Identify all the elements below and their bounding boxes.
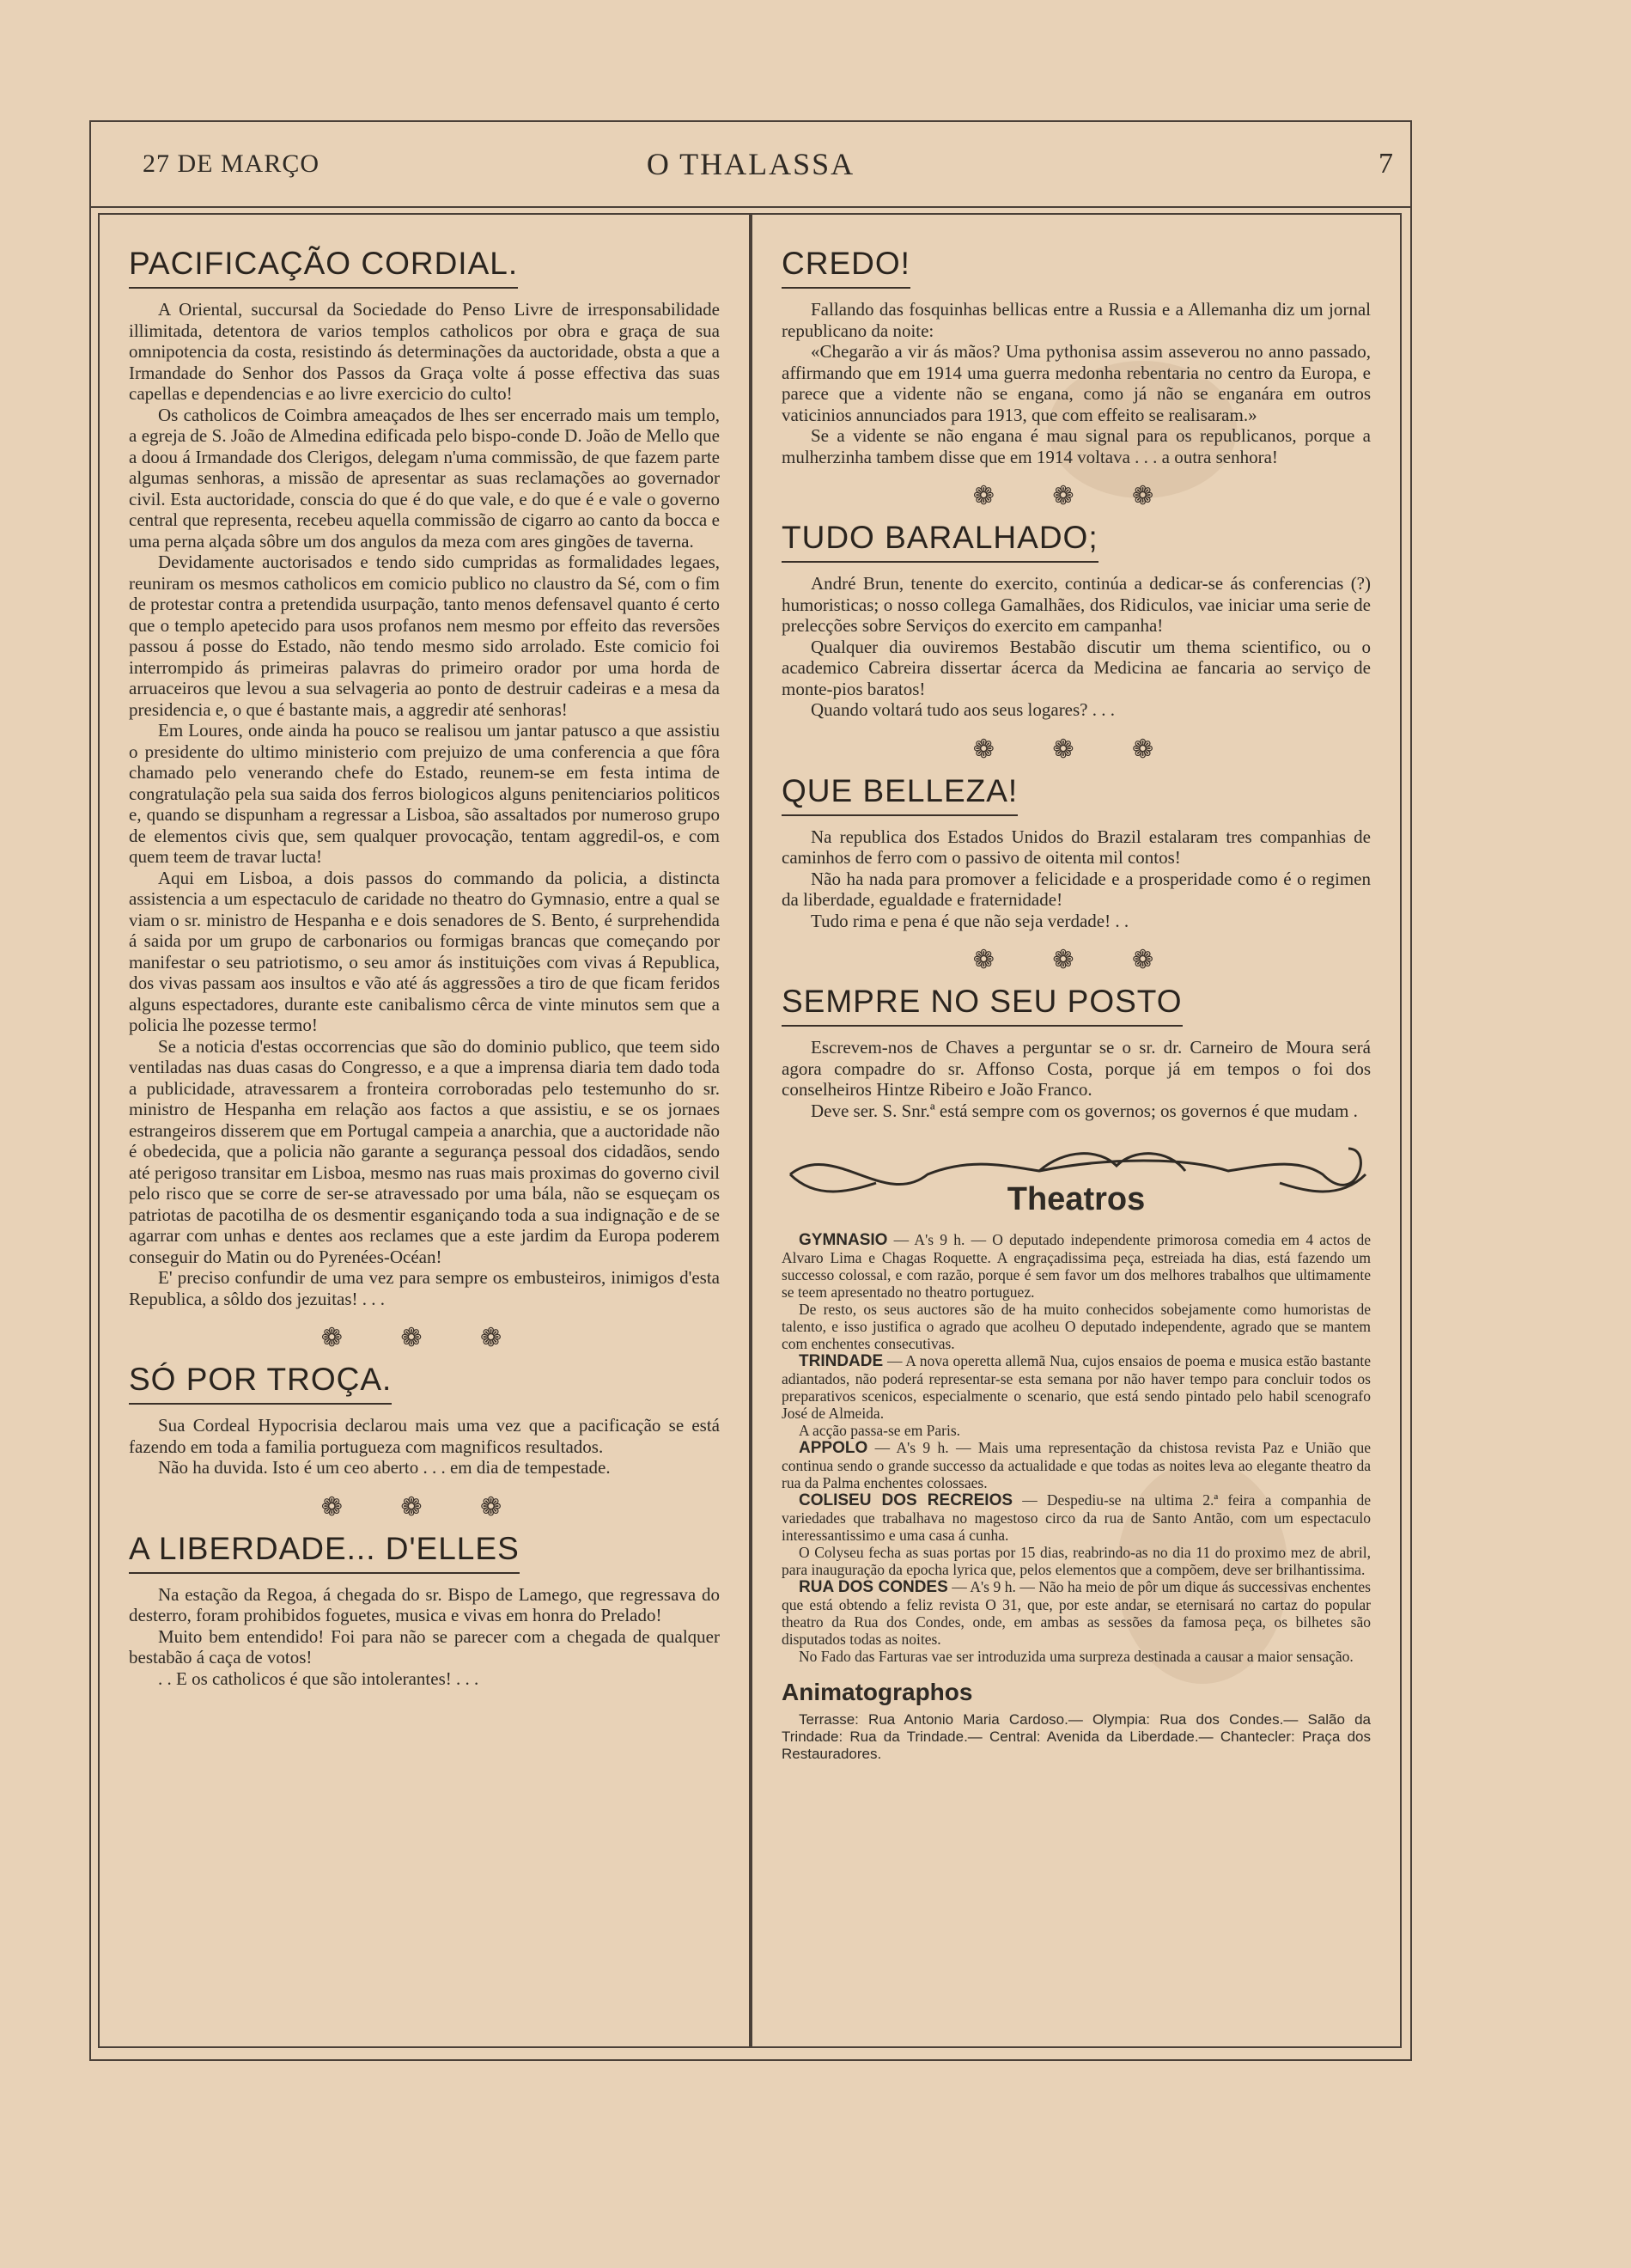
article — [129, 1362, 720, 1478]
theatre-text: No Fado das Farturas vae ser introduzida uma surpreza destinada a causar a maior sensação. — [799, 1648, 1354, 1665]
article-title: QUE BELLEZA! — [782, 773, 1018, 816]
header-page-number: 7 — [1378, 148, 1393, 180]
article — [129, 246, 720, 1309]
page-header — [91, 122, 1410, 208]
ornament-divider: ❁ ❁ ❁ — [972, 946, 1180, 974]
article-title: SÓ POR TROÇA. — [129, 1362, 392, 1405]
article-paragraph: Quando voltará tudo aos seus logares? . . . — [811, 699, 1115, 720]
theatre-text: O Colyseu fecha as suas portas por 15 dias, reabrindo-as no dia 11 do proximo mez de abril, para inauguração da epocha lyrica que, pelos elementos que a compõem, deve ser brilhantissima. — [782, 1544, 1371, 1578]
article-paragraph: Em Loures, onde ainda ha pouco se realisou um jantar patusco a que assistiu o presidente do ultimo ministerio com prejuizo de uma conferencia a que fôra chamado pelo venerando chefe do Estado, reunem-se em festa intima de congratulação pela sua saida dos ferros biologicos alguns penitenciarios politicos e, quando se dispunham a regressar a Lisboa, são assaltados por numeroso grupo de elementos civis que, sem qualquer provocação, tentam aggredil-os, e com quem teem de travar lucta! — [129, 720, 720, 867]
ornament-divider: ❁ ❁ ❁ — [320, 1324, 528, 1352]
header-date: 27 DE MARÇO — [143, 149, 320, 178]
theatre-entry — [782, 1491, 1371, 1544]
article-paragraph: Se a vidente se não engana é mau signal para os republicanos, porque a mulherzinha tambem disse que em 1914 voltava . . . a outra senhora! — [782, 425, 1371, 467]
article-paragraph: Escrevem-nos de Chaves a perguntar se o sr. dr. Carneiro de Moura será agora compadre do sr. Affonso Costa, porque já em tempos o foi dos conselheiros Hintze Ribeiro e João Franco. — [782, 1037, 1371, 1100]
theatre-entry — [782, 1439, 1371, 1491]
theatre-name: GYMNASIO — [799, 1231, 888, 1249]
theatre-text: — A nova operetta allemã Nua, cujos ensaios de poema e musica estão bastante adiantados, não poderá representar-se esta semana por não haver tempo para concluir todos os preparativos scenicos, especialmente o scenario, que está sendo pintado pelo habil scenografo José de Almeida. — [782, 1352, 1371, 1422]
left-column — [98, 213, 751, 2048]
theatre-text: A acção passa-se em Paris. — [799, 1422, 961, 1439]
ornament-divider: ❁ ❁ ❁ — [972, 482, 1180, 510]
theatre-text: De resto, os seus auctores são de ha muito conhecidos sobejamente como humoristas de talento, e isso justifica o agrado que acolheu O deputado independente, agrado que se mantem com enchentes consecutivas. — [782, 1301, 1371, 1352]
theatre-entry — [782, 1648, 1371, 1665]
article-title: PACIFICAÇÃO CORDIAL. — [129, 246, 518, 289]
theatre-text: — Despediu-se na ultima 2.ª feira a companhia de variedades que trabalhava no magestoso circo da rua de Santo Antão, com um espectaculo interessantissimo e uma casa á cunha. — [782, 1491, 1371, 1544]
article-paragraph: Devidamente auctorisados e tendo sido cumpridas as formalidades legaes, reuniram os mesmos catholicos em comicio publico no claustro da Sé, com o fim de protestar contra a pretendida usurpação, tanto menos defensavel quanto é certo que o templo apetecido para usos profanos nem mesmo por effeito das reversões passou á posse do Estado, não tendo mesmo sido arrolado. Este comicio foi interrompido ás primeiras palavras do primeiro orador por uma horda de arruaceiros que levou a sua selvageria ao ponto de destruir cadeiras e a mesa da presidencia e, o que é bastante mais, a aggredir até senhoras! — [129, 552, 720, 720]
theatre-entry — [782, 1422, 1371, 1439]
theatre-name: TRINDADE — [799, 1352, 884, 1370]
article — [782, 520, 1371, 721]
article-paragraph: Não ha duvida. Isto é um ceo aberto . . . em dia de tempestade. — [158, 1457, 611, 1478]
theatre-name: APPOLO — [799, 1439, 868, 1457]
animatographos-title: Animatographos — [782, 1679, 973, 1705]
article-paragraph: A Oriental, succursal da Sociedade do Penso Livre de irresponsabilidade illimitada, detentora de varios templos catholicos por obra e graça de sua omnipotencia da costa, resistindo ás determinações da auctoridade, obsta a que a Irmandade do Senhor dos Passos da Graça volte á posse effectiva das suas capellas e dependencias e ao livre exercicio do culto! — [129, 299, 720, 404]
article-paragraph: Na republica dos Estados Unidos do Brazil estalaram tres companhias de caminhos de ferro com o passivo de oitenta mil contos! — [782, 826, 1371, 868]
theatre-text: — A's 9 h. — Mais uma representação da chistosa revista Paz e União que continua sendo o grande successo da actualidade e que todas as noites leva ao elegante theatro da rua da Palma enchentes colossaes. — [782, 1439, 1371, 1491]
article — [782, 773, 1371, 932]
theatre-entry — [782, 1352, 1371, 1422]
theatre-entry — [782, 1578, 1371, 1648]
article-paragraph: . . E os catholicos é que são intolerantes! . . . — [158, 1667, 479, 1689]
right-column — [751, 213, 1402, 2048]
newspaper-page — [89, 120, 1412, 2061]
article-paragraph: Se a noticia d'estas occorrencias que são do dominio publico, que teem sido ventiladas nas duas casas do Congresso, e a que a imprensa diaria tem dado toda a publicidade, atravessarem a fronteira corroboradas pelo testemunho do sr. ministro de Hespanha em relação aos factos a que assistiu, e se os jornaes estrangeiros disserem que em Portugal campeia a anarchia, que a auctoridade não é obedecida, que a policia não garante a segurança pessoal dos cidadãos, sendo até perigoso transitar em Lisboa, mesmo nas ruas mais proximas do governo civil pelo risco que se corre de ser-se atravessado por uma bála, não se esqueçam os patriotas de pacotilha de os desmentir esganiçando toda a sua indignação e de se agarrar com unhas e dentes aos reclames que a este jardim da Europa poderem conseguir do Matin ou do Pyrenées-Océan! — [129, 1035, 720, 1267]
article-paragraph: Na estação da Regoa, á chegada do sr. Bispo de Lamego, que regressava do desterro, foram prohibidos foguetes, musica e vivas em honra do Prelado! — [129, 1583, 720, 1625]
theatre-name: RUA DOS CONDES — [799, 1578, 948, 1596]
theatres-heading — [782, 1140, 1371, 1226]
article — [782, 984, 1371, 1121]
article-paragraph: André Brun, tenente do exercito, continúa a dedicar-se ás conferencias (?) humoristicas; o nosso collega Gamalhães, dos Ridiculos, vae iniciar uma serie de prelecções sobre Serviços do exercito em campanha! — [782, 573, 1371, 636]
theatre-entry — [782, 1231, 1371, 1301]
theatre-name: COLISEU DOS RECREIOS — [799, 1491, 1013, 1509]
theatre-text: — A's 9 h. — O deputado independente primorosa comedia em 4 actos de Alvaro Lima e Chagas Roquette. A engraçadissima peça, estreiada ha dias, está fazendo um successo colossal, e com razão, porque é sem favor um dos melhores trabalhos que ultimamente se teem apresentado no theatro portuguez. — [782, 1231, 1371, 1301]
theatre-entry — [782, 1544, 1371, 1578]
article-paragraph: Muito bem entendido! Foi para não se parecer com a chegada de qualquer bestabão á caça de votos! — [129, 1625, 720, 1667]
article-title: CREDO! — [782, 246, 910, 289]
article-paragraph: «Chegarão a vir ás mãos? Uma pythonisa assim asseverou no anno passado, affirmando que em 1914 uma guerra medonha rebentaria no centro da Europa, e parece que a vidente não se engana, como já não se enganára em outros vaticinios annunciados para 1913, que com effeito se realisaram.» — [782, 341, 1371, 425]
theatres-section — [782, 1140, 1371, 1763]
article-paragraph: Não ha nada para promover a felicidade e a prosperidade como é o regimen da liberdade, egualdade e fraternidade! — [782, 868, 1371, 910]
article-paragraph: Qualquer dia ouviremos Bestabão discutir um thema scientifico, ou o academico Cabreira dissertar ácerca da Medicina ae fancaria ao serviço de monte-pios baratos! — [782, 636, 1371, 699]
article-title: SEMPRE NO SEU POSTO — [782, 984, 1183, 1027]
article-title: A LIBERDADE... D'ELLES — [129, 1531, 520, 1574]
article-paragraph: Os catholicos de Coimbra ameaçados de lhes ser encerrado mais um templo, a egreja de S. João de Almedina edificada pelo bispo-conde D. João de Mello que a doou á Irmandade dos Clerigos, delegam n'uma commissão, de que fazem parte algumas senhoras, a missão de apresentar as suas reclamações ao governador civil. Esta auctoridade, conscia do que é do que vale, e do que é e vale o governo central que representa, recebeu aquella commissão de cigarro ao canto da bocca e uma perna alçada sôbre um dos angulos da meza com ares gingões de taverna. — [129, 404, 720, 552]
article-paragraph: Aqui em Lisboa, a dois passos do commando da policia, a distincta assistencia a um espectaculo de caridade no theatro do Gymnasio, entre a qual se viam o sr. ministro de Hespanha e e dois senadores de S. Bento, é surprehendida á saida por um grupo de carbonarios ou formigas brancas que começando por manifestar o seu patriotismo, o seu amor ás instituições com vivas á Republica, dos vivas passam aos insultos e vão até ás aggressões a tiro de que ficam feridos alguns espectadores, durante este canibalismo cêrca de vinte minutos sem que a policia lhe pozesse termo! — [129, 867, 720, 1035]
header-title: O THALASSA — [646, 147, 855, 181]
article-paragraph: Deve ser. S. Snr.ª está sempre com os governos; os governos é que mudam . — [811, 1100, 1358, 1121]
article-paragraph: E' preciso confundir de uma vez para sempre os embusteiros, inimigos d'esta Republica, a sôldo dos jezuitas! . . . — [129, 1267, 720, 1309]
theatre-entry — [782, 1301, 1371, 1352]
ornament-divider: ❁ ❁ ❁ — [972, 735, 1180, 764]
theatres-title: Theatros — [1007, 1181, 1146, 1217]
article — [782, 246, 1371, 467]
article-title: TUDO BARALHADO; — [782, 520, 1098, 563]
animatographos-text: Terrasse: Rua Antonio Maria Cardoso.— Olympia: Rua dos Condes.— Salão da Trindade: Rua da Trindade.— Central: Avenida da Liberdade.— Chantecler: Praça dos Restauradores. — [782, 1711, 1371, 1762]
theatre-text: — A's 9 h. — Não ha meio de pôr um dique ás successivas enchentes que está obtendo a feliz revista O 31, que, por este andar, se eternisará no cartaz do popular theatro da Rua dos Condes, onde, em ambas as sessões da famosa peça, os bilhetes são disputados todas as noites. — [782, 1578, 1371, 1648]
ornament-divider: ❁ ❁ ❁ — [320, 1492, 528, 1521]
article — [129, 1531, 720, 1690]
article-paragraph: Tudo rima e pena é que não seja verdade! . . — [811, 910, 1129, 931]
article-paragraph: Sua Cordeal Hypocrisia declarou mais uma vez que a pacificação se está fazendo em toda a familia portugueza com magnificos resultados. — [129, 1415, 720, 1457]
article-paragraph: Fallando das fosquinhas bellicas entre a Russia e a Allemanha diz um jornal republicano da noite: — [782, 299, 1371, 341]
